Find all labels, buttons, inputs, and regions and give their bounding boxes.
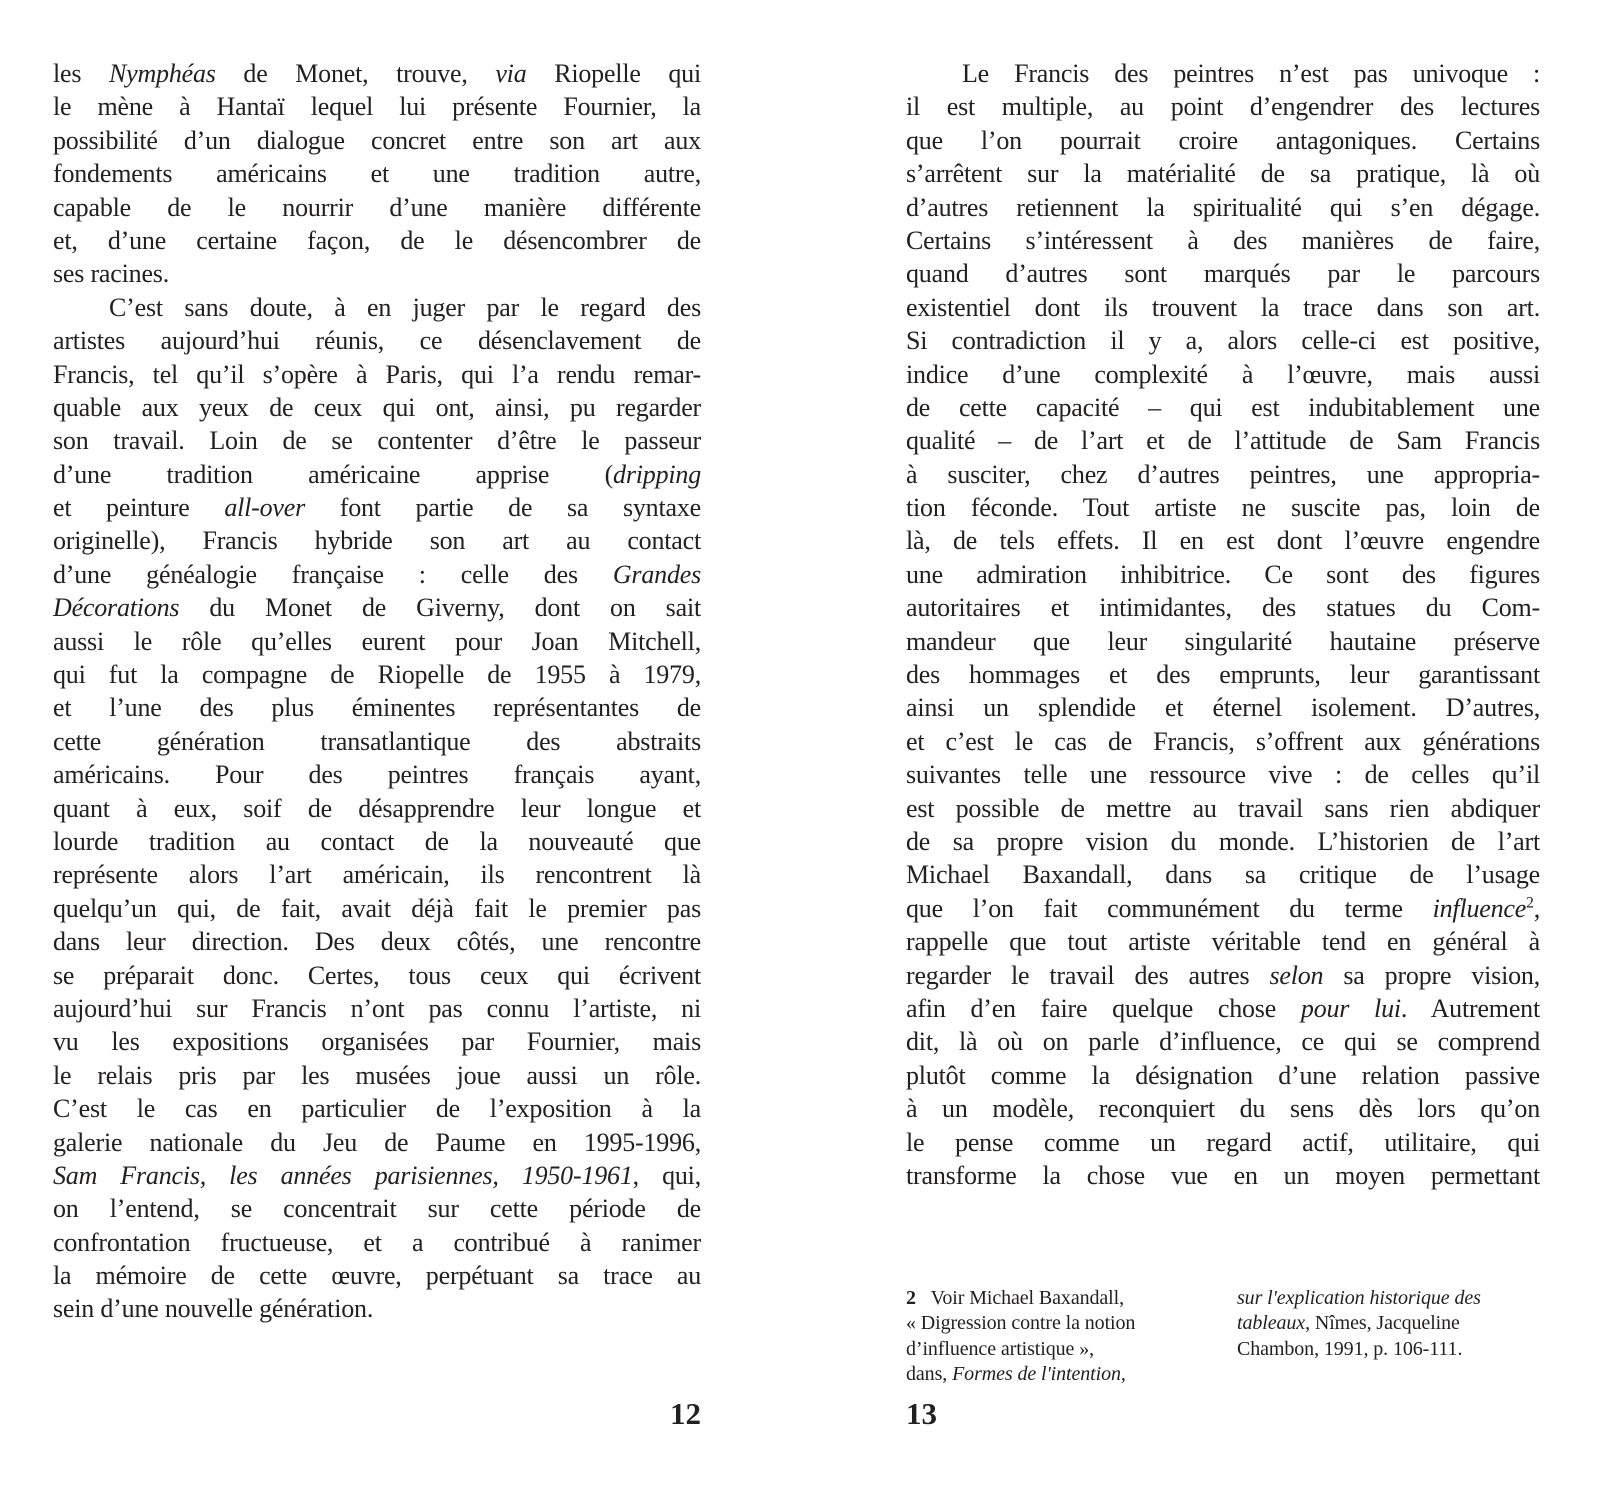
text-line: et c’est le cas de Francis, s’offrent aux générations [906,726,1540,756]
text-line: là, de tels effets. Il en est dont l’œuvre engendre [906,526,1540,556]
paragraph [1237,1286,1537,1362]
text-line: Décorations du Monet de Giverny, dont on sait [53,593,701,623]
text-line: possibilité d’un dialogue concret entre son art aux [53,125,701,155]
right-page-text-column [906,57,1540,1192]
text-line: ses racines. [53,259,169,289]
text-line: Certains s’intéressent à des manières de faire, [906,225,1540,255]
text-line: à un modèle, reconquiert du sens dès lors qu’on [906,1094,1540,1124]
text-line: américains. Pour des peintres français ayant, [53,760,701,790]
text-line: 2 Voir Michael Baxandall, [906,1287,1124,1309]
text-line: dans, Formes de l'intention, [906,1363,1126,1386]
text-line: Francis, tel qu’il s’opère à Paris, qui l’a rendu remar- [53,359,701,389]
text-line: des hommages et des emprunts, leur garantissant [906,660,1540,690]
page-number-right: 13 [906,1396,937,1431]
text-line: la mémoire de cette œuvre, perpétuant sa trace au [53,1261,701,1291]
text-line: rappelle que tout artiste véritable tend en général à [906,927,1540,957]
text-line: capable de le nourrir d’une manière différente [53,192,701,222]
text-line: à susciter, chez d’autres peintres, une appropria- [906,459,1540,489]
text-line: les Nymphéas de Monet, trouve, via Riopelle qui [53,59,702,88]
text-line: fondements américains et une tradition autre, [53,159,701,189]
text-line: le mène à Hantaï lequel lui présente Fournier, la [53,92,701,122]
text-line: Sam Francis, les années parisiennes, 1950-1961, qui, [53,1160,701,1190]
text-line: plutôt comme la désignation d’une relation passive [906,1060,1540,1090]
text-line: d’une tradition américaine apprise (dripping [53,459,701,489]
text-line: dans leur direction. Des deux côtés, une rencontre [53,927,701,957]
text-line: regarder le travail des autres selon sa propre vision, [906,960,1541,990]
text-line: aujourd’hui sur Francis n’ont pas connu l’artiste, ni [53,993,701,1023]
text-line: galerie nationale du Jeu de Paume en 1995-1996, [53,1127,701,1157]
text-line: quable aux yeux de ceux qui ont, ainsi, pu regarder [53,392,701,422]
text-line: que l’on pourrait croire antagoniques. Certains [906,125,1540,155]
text-line: son travail. Loin de se contenter d’être le passeur [53,426,701,456]
footnote-column-2 [1237,1286,1537,1362]
text-line: le relais pris par les musées joue aussi un rôle. [53,1060,701,1090]
text-line: sein d’une nouvelle génération. [53,1294,374,1324]
text-line: qui fut la compagne de Riopelle de 1955 à 1979, [53,660,701,690]
text-line: de sa propre vision du monde. L’historien de l’art [906,826,1540,856]
text-line: indice d’une complexité à l’œuvre, mais aussi [906,359,1540,389]
text-line: représente alors l’art américain, ils rencontrent là [53,860,701,890]
text-line: d’influence artistique », [906,1337,1094,1360]
page-number-left: 12 [670,1396,701,1431]
paragraph [53,291,701,1326]
text-line: C’est le cas en particulier de l’exposition à la [53,1094,701,1124]
paragraph [53,57,701,291]
text-line: le pense comme un regard actif, utilitaire, qui [906,1127,1540,1157]
text-line: aussi le rôle qu’elles eurent pour Joan Mitchell, [53,626,701,656]
text-line: d’une généalogie française : celle des Grandes [53,559,701,589]
text-line: Le Francis des peintres n’est pas univoque : [962,59,1540,88]
text-line: transforme la chose vue en un moyen permettant [906,1160,1540,1190]
text-line: tableaux, Nîmes, Jacqueline [1237,1312,1460,1335]
text-line: Chambon, 1991, p. 106-111. [1237,1337,1463,1360]
text-line: C’est sans doute, à en juger par le regard des [109,292,701,322]
left-page-text-column [53,57,701,1326]
text-line: tion féconde. Tout artiste ne suscite pas, loin de [906,493,1540,523]
text-line: il est multiple, au point d’engendrer des lectures [906,92,1540,122]
text-line: on l’entend, se concentrait sur cette période de [53,1194,701,1224]
text-line: Michael Baxandall, dans sa critique de l’usage [906,860,1540,890]
text-line: et, d’une certaine façon, de le désencombrer de [53,225,701,255]
text-line: s’arrêtent sur la matérialité de sa pratique, là où [906,159,1540,189]
text-line: et l’une des plus éminentes représentantes de [53,693,701,723]
text-line: autoritaires et intimidantes, des statues du Com- [906,593,1540,623]
text-line: se préparait donc. Certes, tous ceux qui écrivent [53,960,701,990]
text-line: Si contradiction il y a, alors celle-ci est positive, [906,326,1540,356]
text-line: « Digression contre la notion [906,1312,1136,1335]
text-line: sur l'explication historique des [1237,1287,1481,1309]
text-line: de cette capacité – qui est indubitablement une [906,392,1540,422]
text-line: qualité – de l’art et de l’attitude de Sam Francis [906,426,1540,456]
text-line: suivantes telle une ressource vive : de celles qu’il [906,760,1540,790]
footnote-column-1 [906,1286,1221,1388]
text-line: est possible de mettre au travail sans rien abdiquer [906,793,1540,823]
text-line: existentiel dont ils trouvent la trace dans son art. [906,292,1540,322]
text-line: et peinture all-over font partie de sa syntaxe [53,493,701,523]
text-line: vu les expositions organisées par Fournier, mais [53,1027,701,1057]
text-line: confrontation fructueuse, et a contribué à ranimer [53,1227,701,1257]
text-line: quant à eux, soif de désapprendre leur longue et [53,793,701,823]
text-line: quand d’autres sont marqués par le parcours [906,259,1540,289]
text-line: afin d’en faire quelque chose pour lui. Autrement [906,993,1540,1023]
text-line: une admiration inhibitrice. Ce sont des figures [906,559,1540,589]
paragraph [906,57,1540,1192]
text-line: que l’on fait communément du terme influence$^2$, [906,893,1540,923]
text-line: mandeur que leur singularité hautaine préserve [906,626,1540,656]
text-line: cette génération transatlantique des abstraits [53,726,701,756]
text-line: quelqu’un qui, de fait, avait déjà fait le premier pas [53,893,701,923]
text-line: artistes aujourd’hui réunis, ce désenclavement de [53,326,701,356]
text-line: dit, là où on parle d’influence, ce qui se comprend [906,1027,1540,1057]
paragraph [906,1286,1221,1388]
text-line: d’autres retiennent la spiritualité qui s’en dégage. [906,192,1540,222]
text-line: originelle), Francis hybride son art au contact [53,526,701,556]
text-line: lourde tradition au contact de la nouveauté que [53,826,701,856]
text-line: ainsi un splendide et éternel isolement. D’autres, [906,693,1540,723]
